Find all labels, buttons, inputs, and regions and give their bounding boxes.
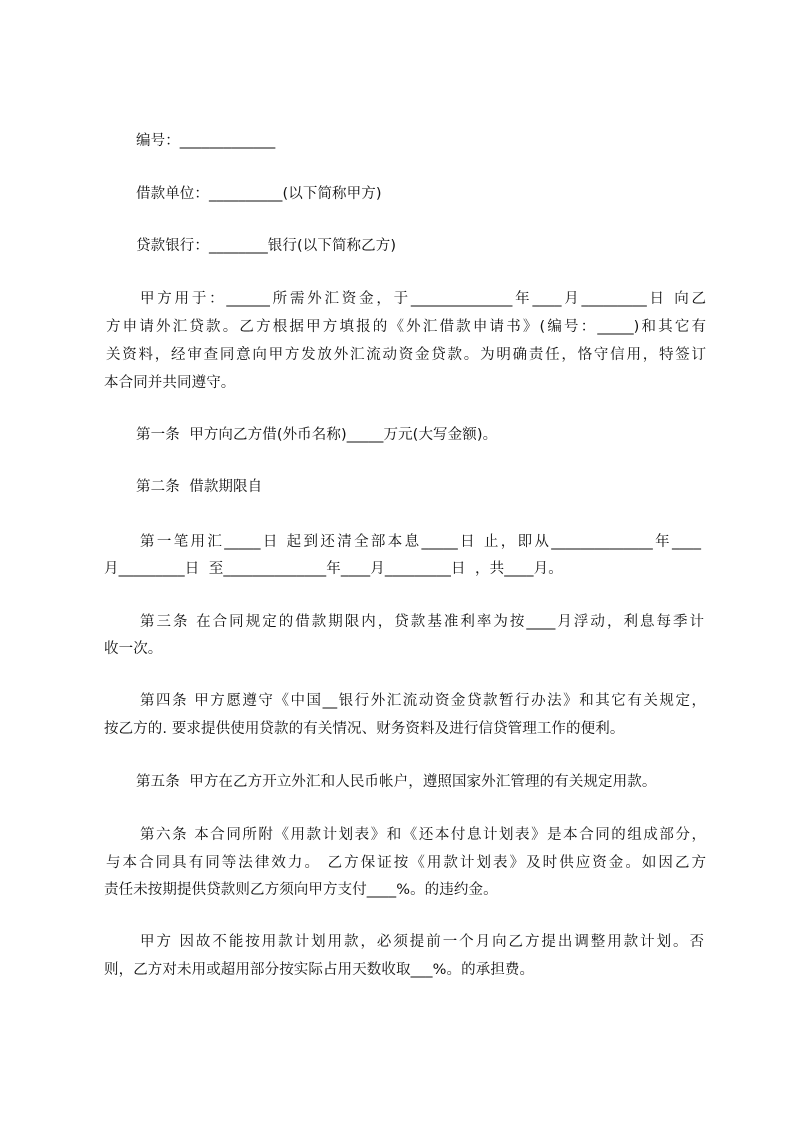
paragraph-7-line-2: 则，乙方对未用或超用部分按实际占用天数收取___%。的承担费。 bbox=[104, 962, 535, 978]
article-5: 第五条 甲方在乙方开立外汇和人民币帐户，遵照国家外汇管理的有关规定用款。 bbox=[136, 774, 657, 790]
borrower-line: 借款单位：__________(以下简称甲方) bbox=[136, 186, 382, 202]
article-6-line-1: 第六条 本合同所附《用款计划表》和《还本付息计划表》是本合同的组成部分， bbox=[140, 827, 706, 843]
article-3-line-1: 第三条 在合同规定的借款期限内，贷款基准利率为按____月浮动，利息每季计 bbox=[140, 614, 704, 630]
article-3-line-2: 收一次。 bbox=[104, 641, 163, 657]
article-1: 第一条 甲方向乙方借(外币名称)_____万元(大写金额)。 bbox=[136, 427, 498, 443]
intro-line-1: 甲方用于：______所需外汇资金，于______________年____月_________日 向乙 bbox=[140, 291, 706, 307]
article-2-line-2: 月_________日 至______________年____月_________日 ，共____月。 bbox=[104, 561, 563, 577]
paragraph-7-line-1: 甲方 因故不能按用款计划用款，必须提前一个月向乙方提出调整用款计划。否 bbox=[140, 934, 704, 950]
contract-number-line: 编号：_____________ bbox=[136, 133, 276, 149]
lender-bank-line: 贷款银行：________银行(以下简称乙方) bbox=[136, 238, 397, 254]
article-6-line-2: 与本合同具有同等法律效力。 乙方保证按《用款计划表》及时供应资金。如因乙方 bbox=[106, 855, 706, 871]
intro-line-2: 方申请外汇贷款。乙方根据甲方填报的《外汇借款申请书》(编号：_____)和其它有 bbox=[106, 319, 706, 335]
intro-line-4: 本合同并共同遵守。 bbox=[104, 375, 236, 391]
article-6-line-3: 责任未按期提供贷款则乙方须向甲方支付____%。的违约金。 bbox=[104, 882, 498, 898]
intro-line-3: 关资料，经审查同意向甲方发放外汇流动资金贷款。为明确责任，恪守信用，特签订 bbox=[106, 347, 706, 363]
article-2-line-1: 第一笔用汇_____日 起到还清全部本息_____日 止，即从______________年____ bbox=[140, 534, 701, 550]
article-4-line-1: 第四条 甲方愿遵守《中国__银行外汇流动资金贷款暂行办法》和其它有关规定， bbox=[140, 693, 706, 709]
article-4-line-2: 按乙方的. 要求提供使用贷款的有关情况、财务资料及进行信贷管理工作的便利。 bbox=[104, 721, 625, 737]
article-2-heading: 第二条 借款期限自 bbox=[136, 479, 263, 495]
